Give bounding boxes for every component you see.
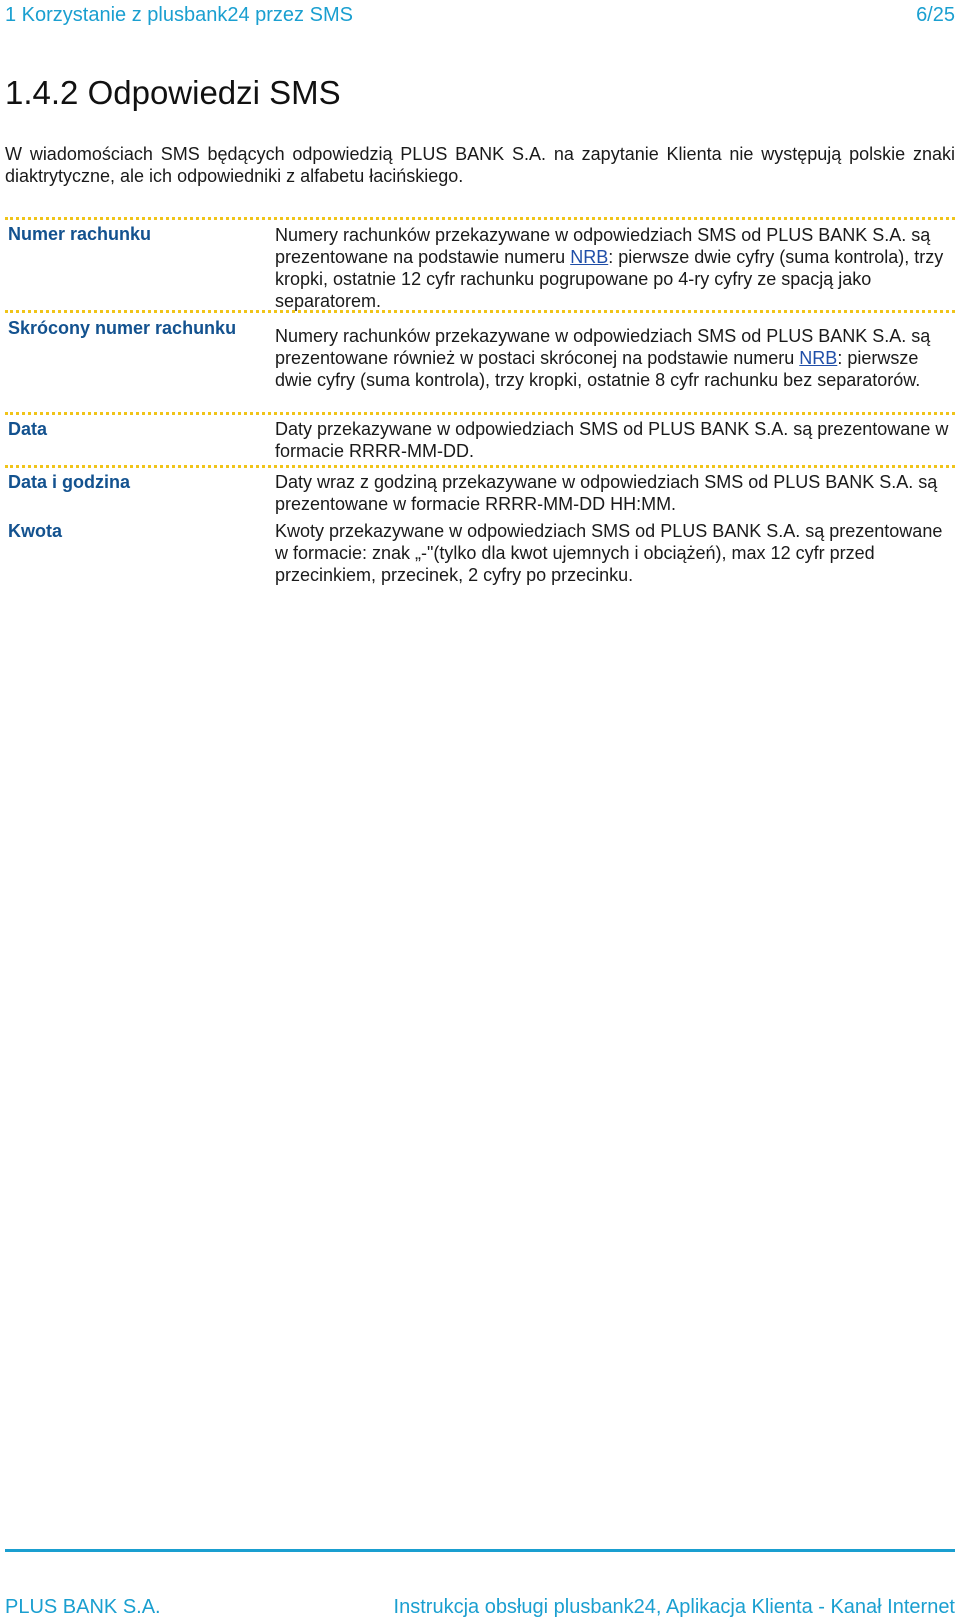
term-data-i-godzina: Data i godzina [8,472,131,492]
definition-row [5,310,955,412]
definition-text-part: : pierwsze dwie cyfry (suma kontrola), trzy kropki, ostatnie 12 cyfr rachunku pogrupowane po 4-ry cyfry ze spacją jako separatorem. [275,247,944,311]
nrb-link[interactable]: NRB [799,348,838,368]
definition-text-part: Numery rachunków przekazywane w odpowiedziach SMS od PLUS BANK S.A. są prezentowane również w postaci skróconej na podstawie numeru [275,326,931,368]
definition-row [5,520,955,586]
footer-document-title: Instrukcja obsługi plusbank24, Aplikacja Klienta - Kanał Internet [393,1596,955,1618]
footer-divider [5,1549,955,1552]
definition-text: Daty wraz z godziną przekazywane w odpowiedziach SMS od PLUS BANK S.A. są prezentowane w formacie RRRR-MM-DD HH:MM. [275,472,938,514]
definition-row [5,465,955,520]
intro-paragraph: W wiadomościach SMS będących odpowiedzią PLUS BANK S.A. na zapytanie Klienta nie występują polskie znaki diaktrytyczne, ale ich odpowiedniki z alfabetu łacińskiego. [5,144,955,186]
definition-text: Daty przekazywane w odpowiedziach SMS od PLUS BANK S.A. są prezentowane w formacie RRRR-MM-DD. [275,419,949,461]
term-kwota: Kwota [8,521,62,541]
definition-text [275,313,950,391]
term-data: Data [8,419,48,439]
definition-text: Kwoty przekazywane w odpowiedziach SMS od PLUS BANK S.A. są prezentowane w formacie: znak „-"(tylko dla kwot ujemnych i obciążeń), max 12 cyfr przed przecinkiem, przecinek, 2 cyfry po przecinku. [275,521,943,585]
definition-row [5,412,955,465]
definition-text-part: Numery rachunków przekazywane w odpowiedziach SMS od PLUS BANK S.A. są prezentowane na podstawie numeru [275,225,931,267]
definition-row [5,217,955,310]
page-number: 6/25 [916,4,955,26]
page-footer [5,1594,955,1620]
footer-company: PLUS BANK S.A. [5,1596,161,1618]
section-heading: 1.4.2 Odpowiedzi SMS [5,74,341,111]
term-skrocony-numer-rachunku: Skrócony numer rachunku [8,318,237,338]
chapter-title: 1 Korzystanie z plusbank24 przez SMS [5,4,353,26]
page-header [5,2,955,28]
nrb-link[interactable]: NRB [570,247,609,267]
definition-text [275,220,950,312]
term-numer-rachunku: Numer rachunku [8,224,152,244]
definition-text-part: : pierwsze dwie cyfry (suma kontrola), trzy kropki, ostatnie 8 cyfr rachunku bez separatorów. [275,348,921,390]
definitions-table [5,217,955,586]
